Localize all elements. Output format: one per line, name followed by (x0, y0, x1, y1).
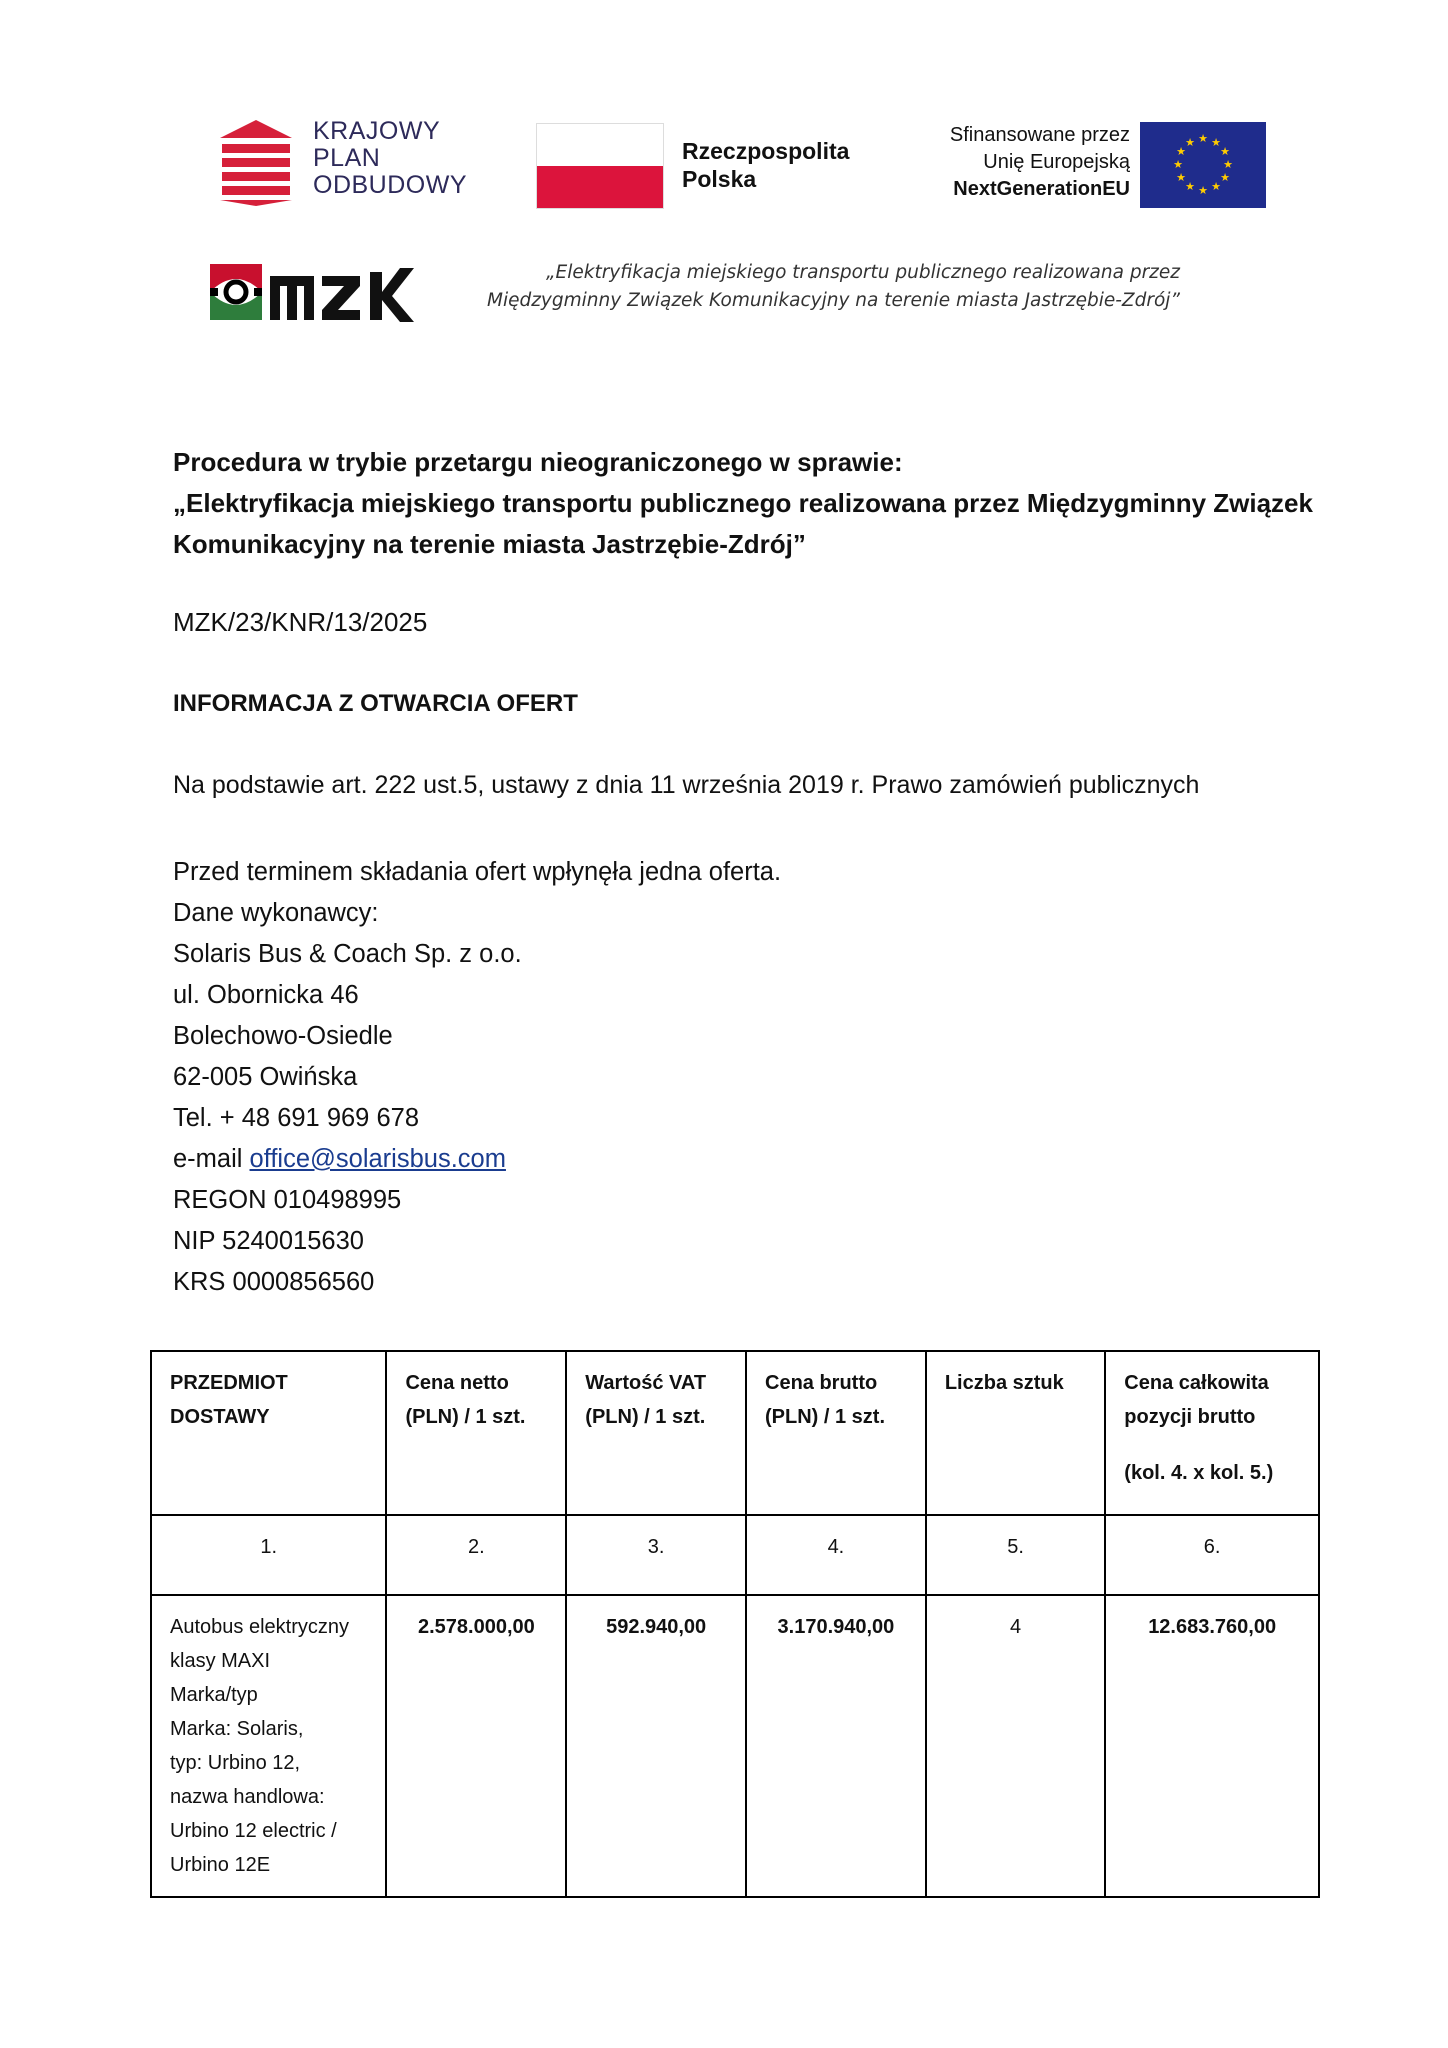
rp-logo (536, 123, 856, 209)
column-number: 2. (386, 1515, 566, 1595)
header-net-price (386, 1351, 566, 1515)
rp-logo-line-2: Polska (682, 166, 757, 192)
header-item (151, 1351, 386, 1515)
kpo-logo-line-3: ODBUDOWY (313, 171, 467, 199)
item-line: Urbino 12E (170, 1854, 271, 1876)
contractor-label: Dane wykonawcy: (173, 899, 379, 927)
column-number: 6. (1105, 1515, 1319, 1595)
contractor-email-line (173, 1139, 1073, 1180)
svg-text:★: ★ (1198, 184, 1208, 197)
header-gross-line-2: (PLN) / 1 szt. (765, 1406, 886, 1428)
item-line: nazwa handlowa: (170, 1786, 325, 1808)
item-line: Urbino 12 electric / (170, 1820, 337, 1842)
table-row (151, 1595, 1319, 1897)
net-price-cell: 2.578.000,00 (386, 1595, 566, 1897)
contractor-phone: Tel. + 48 691 969 678 (173, 1104, 419, 1132)
eu-funding-logo (880, 122, 1266, 212)
eu-line-2: Unię Europejską (983, 151, 1130, 173)
item-line: klasy MAXI (170, 1650, 271, 1672)
contractor-name: Solaris Bus & Coach Sp. z o.o. (173, 940, 522, 968)
rp-logo-line-1: Rzeczpospolita (682, 138, 850, 164)
contractor-street: ul. Obornicka 46 (173, 981, 359, 1009)
item-description (151, 1595, 386, 1897)
contractor-locality: Bolechowo-Osiedle (173, 1022, 393, 1050)
kpo-emblem-icon (218, 118, 294, 206)
column-number-row (151, 1515, 1319, 1595)
project-note (440, 259, 1180, 315)
header-gross-line-1: Cena brutto (765, 1372, 878, 1394)
svg-text:★: ★ (1211, 136, 1221, 149)
kpo-logo (218, 118, 488, 208)
header-item-line-2: DOSTAWY (170, 1406, 270, 1428)
offer-intro: Przed terminem składania ofert wpłynęła jedna oferta. (173, 858, 782, 886)
svg-text:★: ★ (1185, 180, 1195, 193)
mzk-emblem-icon (210, 262, 415, 322)
header-quantity (926, 1351, 1105, 1515)
eu-line-1: Sfinansowane przez (949, 124, 1130, 146)
column-number: 4. (746, 1515, 926, 1595)
header-vat (566, 1351, 746, 1515)
header-net-line-1: Cena netto (405, 1372, 509, 1394)
svg-text:★: ★ (1176, 145, 1186, 158)
eu-line-3: NextGenerationEU (953, 178, 1130, 200)
svg-text:★: ★ (1176, 171, 1186, 184)
header-total-line-1: Cena całkowita (1124, 1372, 1269, 1394)
total-gross-cell: 12.683.760,00 (1105, 1595, 1319, 1897)
contractor-regon: REGON 010498995 (173, 1186, 402, 1214)
svg-text:★: ★ (1173, 158, 1183, 171)
header-quantity-line-1: Liczba sztuk (944, 1372, 1064, 1394)
header-total-line-2: pozycji brutto (1124, 1406, 1256, 1428)
contractor-details (173, 852, 1073, 1303)
header-gross-price (746, 1351, 926, 1515)
polish-flag-icon (536, 123, 664, 209)
column-number: 3. (566, 1515, 746, 1595)
header-total-line-3: (kol. 4. x kol. 5.) (1124, 1462, 1274, 1484)
svg-text:★: ★ (1220, 145, 1230, 158)
header-item-line-1: PRZEDMIOT (170, 1372, 288, 1394)
header-total (1105, 1351, 1319, 1515)
procedure-title-line-1: Procedura w trybie przetargu nieograniczonego w sprawie: (173, 447, 903, 477)
item-line: Marka: Solaris, (170, 1718, 304, 1740)
eu-flag-icon (1140, 122, 1266, 208)
quantity-cell: 4 (926, 1595, 1105, 1897)
contractor-email-link[interactable]: office@solarisbus.com (249, 1145, 506, 1173)
item-line: Marka/typ (170, 1684, 258, 1706)
mzk-logo (210, 262, 415, 322)
header-total-spacer (1124, 1434, 1300, 1456)
table-header-row (151, 1351, 1319, 1515)
contractor-nip: NIP 5240015630 (173, 1227, 364, 1255)
header-vat-line-2: (PLN) / 1 szt. (585, 1406, 706, 1428)
svg-text:★: ★ (1220, 171, 1230, 184)
svg-text:★: ★ (1185, 136, 1195, 149)
kpo-logo-line-1: KRAJOWY (313, 117, 441, 145)
column-number: 5. (926, 1515, 1105, 1595)
header-vat-line-1: Wartość VAT (585, 1372, 707, 1394)
reference-number: MZK/23/KNR/13/2025 (173, 607, 428, 637)
procedure-title-line-2: „Elektryfikacja miejskiego transportu publicznego realizowana przez Międzygminny Związek (173, 488, 1313, 518)
project-note-line-2: Międzygminny Związek Komunikacyjny na terenie miasta Jastrzębie-Zdrój” (487, 290, 1180, 311)
document-heading: INFORMACJA Z OTWARCIA OFERT (173, 690, 578, 717)
offers-table (150, 1350, 1320, 1898)
contractor-krs: KRS 0000856560 (173, 1268, 375, 1296)
item-line: Autobus elektryczny (170, 1616, 349, 1638)
legal-basis: Na podstawie art. 222 ust.5, ustawy z dnia 11 września 2019 r. Prawo zamówień publicznych (173, 771, 1200, 799)
item-line: typ: Urbino 12, (170, 1752, 301, 1774)
gross-price-cell: 3.170.940,00 (746, 1595, 926, 1897)
project-note-line-1: „Elektryfikacja miejskiego transportu publicznego realizowana przez (545, 262, 1180, 283)
contractor-postal: 62-005 Owińska (173, 1063, 358, 1091)
email-prefix: e-mail (173, 1145, 250, 1173)
procedure-title-line-3: Komunikacyjny na terenie miasta Jastrzębie-Zdrój” (173, 529, 806, 559)
procedure-title (173, 442, 1323, 565)
svg-text:★: ★ (1223, 158, 1233, 171)
vat-cell: 592.940,00 (566, 1595, 746, 1897)
svg-text:★: ★ (1211, 180, 1221, 193)
column-number: 1. (151, 1515, 386, 1595)
kpo-logo-line-2: PLAN (313, 144, 381, 172)
header-net-line-2: (PLN) / 1 szt. (405, 1406, 526, 1428)
svg-text:★: ★ (1198, 132, 1208, 145)
